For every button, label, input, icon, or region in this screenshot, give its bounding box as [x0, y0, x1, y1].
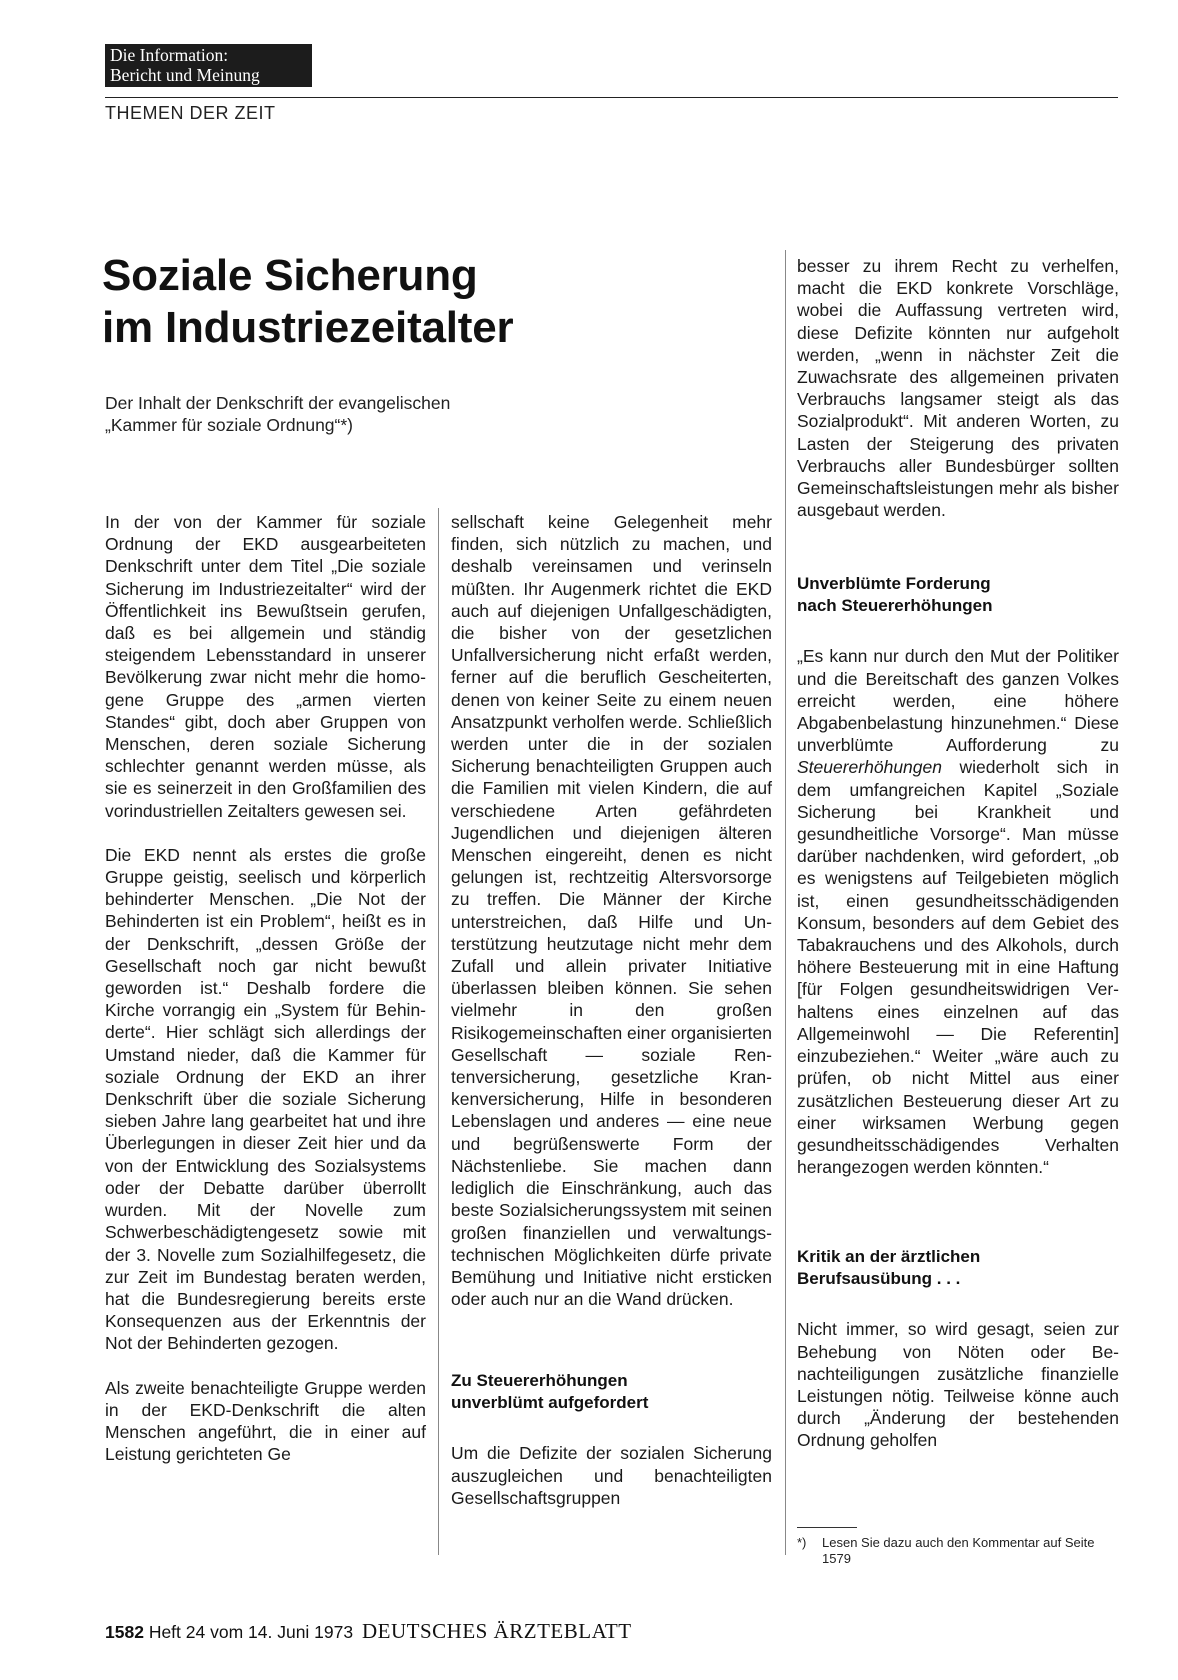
- article-title-line2: im Industriezeitalter: [102, 303, 514, 352]
- section-label: THEMEN DER ZEIT: [105, 103, 276, 123]
- subheading: [797, 573, 1119, 617]
- subheading-line1: Zu Steuererhöhungen: [451, 1371, 628, 1391]
- footnote-mark: *): [797, 1535, 807, 1550]
- paragraph: Die EKD nennt als erstes die große Gruppe geistig, seelisch und körperlich behinderter Menschen. „Die Not der Behinderten ist ein Problem“, heißt es in der Denkschrift, „dessen Größe der Gesellschaft noch gar nicht bewußt geworden ist.“ Deshalb fordere die Kirche vorrangig ein „System für Behinderte“. Hier schlägt sich allerdings der Umstand nieder, daß die Kammer für soziale Ordnung der EKD an ihrer Denkschrift über die soziale Sicherung sieben Jahre lang gearbeitet hat und ihre Überlegungen in dieser Zeit hier und da von der Entwicklung des Sozialsystems oder der Debatte darüber überrollt wurden. Mit der Novelle zum Schwerbeschädigtengesetz sowie mit der 3. Novelle zum Sozialhilfegesetz, die zur Zeit im Bundestag beraten werden, hat die Bundesregierung bereits erste Konsequenzen aus der Erkenntnis der Not der Behinderten gezogen.: [105, 844, 426, 1354]
- issue-info: Heft 24 vom 14. Juni 1973: [148, 1622, 354, 1642]
- subheading-line1: Kritik an der ärztlichen: [797, 1247, 981, 1267]
- footnote: [797, 1535, 1119, 1567]
- paragraph: Als zweite benachteiligte Gruppe werden in der EKD-Denkschrift die alten Menschen angeführt, die in einer auf Leistung gerichteten Ge: [105, 1377, 426, 1465]
- text-column-2: [451, 511, 772, 1509]
- article-title-line1: Soziale Sicherung: [102, 251, 478, 300]
- subheading: [451, 1370, 772, 1414]
- article-subtitle-line1: Der Inhalt der Denkschrift der evangelischen: [105, 393, 451, 413]
- header-box-line1: Die Information:: [110, 45, 229, 65]
- spacer: [797, 1178, 1119, 1246]
- header-box: [105, 44, 312, 87]
- spacer: [451, 1414, 772, 1442]
- subheading-line2: nach Steuererhöhungen: [797, 596, 993, 616]
- text-column-3: [797, 255, 1119, 1452]
- article-title: [102, 250, 513, 354]
- paragraph: Um die Defizite der sozialen Sicherung auszugleichen und benachteiligten Gesellschaftsgruppen: [451, 1443, 772, 1508]
- subheading-line2: Berufsausübung . . .: [797, 1269, 961, 1289]
- journal-name: DEUTSCHES ÄRZTEBLATT: [361, 1619, 632, 1643]
- page-number: 1582: [105, 1622, 144, 1642]
- column-divider: [438, 508, 439, 1555]
- subheading: [797, 1246, 1119, 1290]
- page-footer: [105, 1619, 632, 1644]
- footnote-text: Lesen Sie dazu auch den Kommentar auf Seite 1579: [822, 1535, 1095, 1566]
- text-column-1: [105, 511, 426, 1465]
- header-box-line2: Bericht und Meinung: [110, 65, 260, 85]
- spacer: [451, 1310, 772, 1370]
- article-subtitle-line2: „Kammer für soziale Ordnung“*): [105, 415, 353, 435]
- emphasis: Steuererhöhungen: [797, 757, 942, 778]
- paragraph: [797, 645, 1119, 1178]
- paragraph: In der von der Kammer für soziale Ordnung der EKD ausgearbeiteten Denkschrift unter dem Titel „Die soziale Sicherung im Industriezeitalter“ wird der Öffentlichkeit ins Bewußtsein gerufen, daß es bei allgemein und ständig steigendem Lebensstandard in unserer Bevölkerung zwar nicht mehr die homogene Gruppe des „armen vierten Standes“ gibt, doch aber Gruppen von Menschen, deren soziale Sicherung schlechter genannt werden müsse, als sie es seinerzeit in den Großfamilien des vorindustriellen Zeitalters gewesen sei.: [105, 512, 426, 821]
- paragraph: Nicht immer, so wird gesagt, seien zur Behebung von Nöten oder Benachteiligungen zusätzliche finanzielle Leistungen nötig. Teilweise könne auch durch „Änderung der bestehenden Ordnung geholfen: [797, 1319, 1119, 1451]
- paragraph-part: „Es kann nur durch den Mut der Politiker und die Bereitschaft des ganzen Volkes erreicht werden, eine höhere Abgabenbelastung hinzunehmen.“ Diese unverblümte Aufforderung zu: [797, 646, 1119, 756]
- paragraph: sellschaft keine Gelegenheit mehr finden, sich nützlich zu machen, und deshalb vereinsamen und verinseln müßten. Ihr Augenmerk richtet die EKD auch auf diejenigen Unfallgeschädigten, die bisher von der gesetzlichen Unfallversicherung nicht erfaßt werden, ferner auf die beruflich Gescheiterten, denen von keiner Seite zu einem neuen Ansatzpunkt verholfen werde. Schließlich werden unter die in der sozialen Sicherung benachteiligten Gruppen auch die Familien mit vielen Kindern, die auf verschiedene Arten gefährdeten Jugendlichen und diejenigen älteren Menschen eingereiht, denen es nicht gelungen ist, rechtzeitig Altersvorsorge zu treffen. Die Männer der Kirche unterstreichen, daß Hilfe und Unterstützung heutzutage nicht mehr dem Zufall und allein privater Initiative überlassen bleiben können. Sie sehen vielmehr in den großen Risikogemeinschaften einer organisierten Gesellschaft — soziale Rentenversicherung, gesetzliche Krankenversicherung, Hilfe in besonderen Lebenslagen und anderes — eine neue und begrüßenswerte Form der Nächstenliebe. Sie machen dann lediglich die Einschränkung, auch das beste Sozialsicherungssystem mit seinen großen finanziellen und verwaltungstechnischen Möglichkeiten dürfe private Bemühung und Initiative nicht ersticken oder auch nur an die Wand drücken.: [451, 512, 773, 1310]
- header-rule: [105, 97, 1118, 98]
- column-divider: [785, 250, 786, 1555]
- subheading-line2: unverblümt aufgefordert: [451, 1393, 649, 1413]
- spacer: [797, 521, 1119, 573]
- subheading-line1: Unverblümte Forderung: [797, 574, 991, 594]
- paragraph: besser zu ihrem Recht zu verhelfen, macht die EKD konkrete Vorschläge, wobei die Auffassung vertreten wird, diese Defizite könnten nur aufgeholt werden, „wenn in nächster Zeit die Zuwachsrate des allgemeinen privaten Verbrauchs langsamer steigt als das Sozialprodukt“. Mit anderen Worten, zu Lasten der Steigerung des privaten Verbrauchs aller Bundesbürger sollten Gemeinschaftsleistungen mehr als bisher ausgebaut werden.: [797, 256, 1119, 521]
- spacer: [797, 617, 1119, 645]
- footnote-rule: [797, 1527, 857, 1528]
- spacer: [797, 1290, 1119, 1318]
- paragraph-part: wiederholt sich in dem umfangreichen Kapitel „Soziale Sicherung bei Krankheit und gesundheitliche Vorsorge“. Man müsse darüber nachdenken, wird gefordert, „ob es wenigstens auf Teilgebieten möglich ist, einen gesundheitsschädigenden Konsum, besonders auf dem Gebiet des Tabakrauchens und des Alkohols, durch höhere Besteuerung mit in eine Haftung [für Folgen gesundheitswidrigen Verhaltens eines einzelnen auf das Allgemeinwohl — Die Referentin] einzubeziehen.“ Weiter „wäre auch zu prüfen, ob nicht Mittel aus einer zusätzlichen Besteuerung dieser Art zu einer wirksamen Werbung gegen gesundheitsschädigendes Verhalten herangezogen werden könnten.“: [797, 757, 1119, 1178]
- article-subtitle: [105, 392, 450, 436]
